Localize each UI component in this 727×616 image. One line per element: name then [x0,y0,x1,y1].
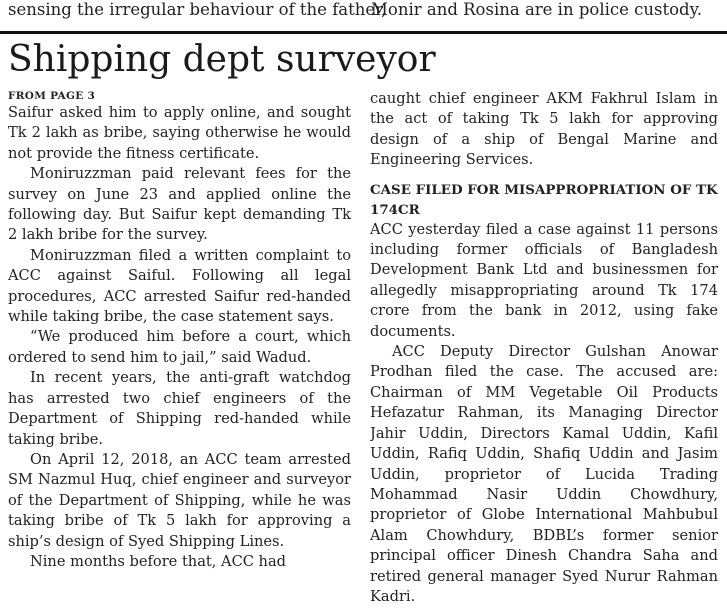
article-paragraph: Saifur asked him to apply online, and sought Tk 2 lakh as bribe, saying otherwise he would not provide the fitness certificate. [8,104,351,162]
article-paragraph: “We produced him before a court, which ordered to send him to jail,” said Wadud. [8,328,351,366]
article-headline: Shipping dept surveyor [8,39,436,80]
article-column-right [370,89,718,616]
article-paragraph: Moniruzzman filed a written complaint to ACC against Saiful. Following all legal procedures, ACC arrested Saifur red-handed while taking bribe, the case statement says. [8,246,351,326]
article-paragraph: Nine months before that, ACC had [30,552,287,570]
article-paragraph: ACC yesterday filed a case against 11 persons including former officials of Bangladesh Development Bank Ltd and businessmen for allegedly misappropriating around Tk 174 crore from the bank in 2012, using fake documents. [370,220,718,340]
article-subhead: CASE FILED FOR MISAPPROPRIATION OF TK 174CR [370,181,718,218]
article-paragraph: In recent years, the anti-graft watchdog has arrested two chief engineers of the Department of Shipping red-handed while taking bribe. [8,369,351,448]
previous-article-tail [0,0,727,28]
section-divider [0,31,727,34]
previous-article-left-line: sensing the irregular behaviour of the father, [8,0,387,19]
article-paragraph-continued: caught chief engineer AKM Fakhrul Islam in the act of taking Tk 5 lakh for approving design of a ship of Bengal Marine and Engineering Services. [370,90,718,169]
article-paragraph: ACC Deputy Director Gulshan Anowar Prodhan filed the case. The accused are: Chairman of MM Vegetable Oil Products Hefazatur Rahman, its Managing Director Jahir Uddin, Directors Kamal Uddin, Kafil Uddin, Rafiq Uddin, Shafiq Uddin and Jasim Uddin, proprietor of Lucida Trading Mohammad Nasir Uddin Chowdhury, proprietor of Globe International Mahbubul Alam Chowhdury, BDBL’s former senior principal officer Dinesh Chandra Saha and retired general manager Syed Nurur Rahman Kadri. [370,343,718,605]
article-paragraph: On April 12, 2018, an ACC team arrested SM Nazmul Huq, chief engineer and surveyor of the Department of Shipping, while he was taking bribe of Tk 5 lakh for approving a ship’s design of Syed Shipping Lines. [8,450,351,550]
article-column-left [8,89,351,616]
previous-article-right-line: Monir and Rosina are in police custody. [371,0,702,19]
article-paragraph: Moniruzzman paid relevant fees for the survey on June 23 and applied online the following day. But Saifur kept demanding Tk 2 lakh bribe for the survey. [8,165,351,244]
jump-label: FROM PAGE 3 [8,90,96,102]
